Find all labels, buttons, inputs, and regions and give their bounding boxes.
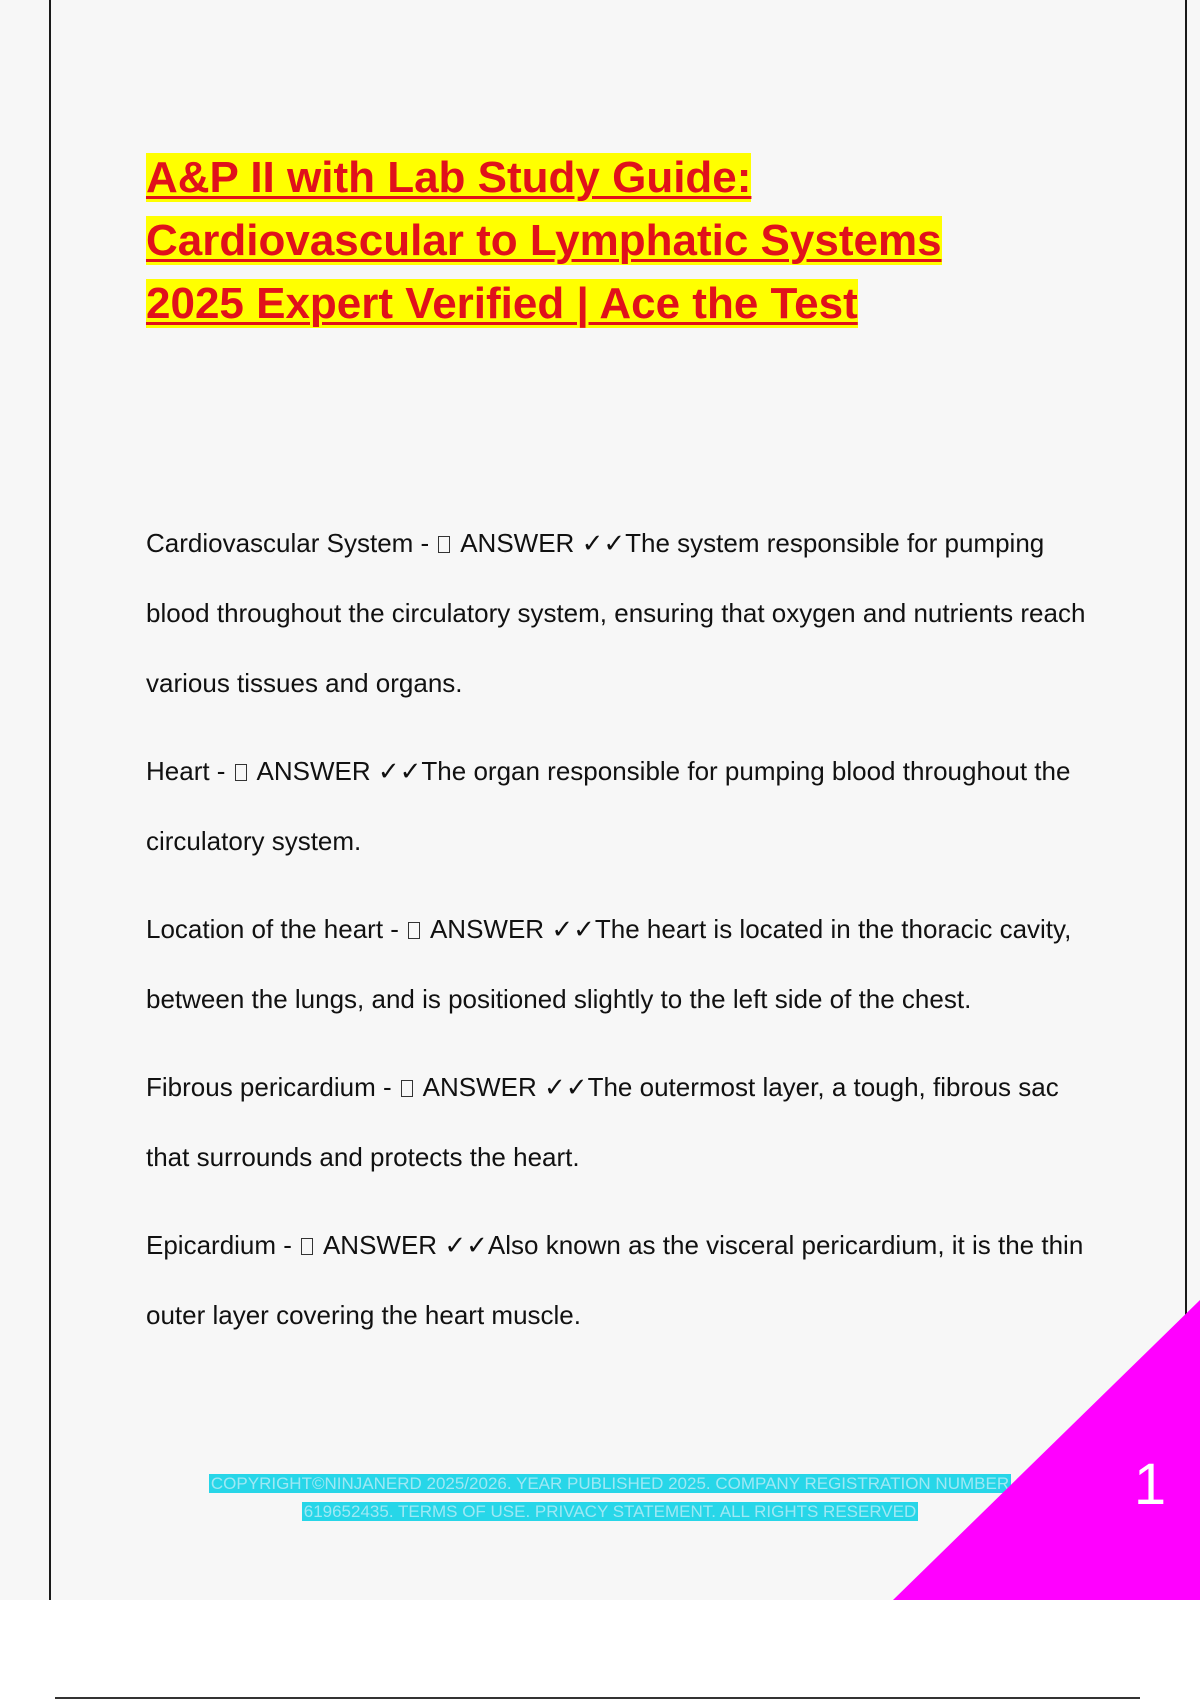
answer-label: ANSWER [422,1072,537,1102]
box-glyph-icon [401,1080,413,1097]
checkmark-icon: ✓✓ [377,756,422,786]
entry-term: Location of the heart [146,914,384,944]
title-line: Cardiovascular to Lymphatic Systems [146,216,942,265]
checkmark-icon: ✓✓ [544,1072,588,1102]
answer-label: ANSWER [322,1230,438,1260]
answer-label: ANSWER [460,528,575,558]
qa-entry-list [146,508,1106,1368]
entry-term: Heart [146,756,210,786]
qa-entry: Location of the heart - ANSWER ✓✓The heart is located in the thoracic cavity, between the lungs, and is positioned slightly to the left side of the chest. [146,914,1072,1014]
checkmark-icon: ✓✓ [551,914,595,944]
checkmark-icon: ✓✓ [444,1230,488,1260]
entry-definition: The organ responsible for pumping blood throughout the circulatory system. [146,756,1071,856]
page-border-left [49,0,51,1600]
copyright-line: 619652435. TERMS OF USE. PRIVACY STATEMENT. ALL RIGHTS RESERVED [303,1502,917,1521]
entry-definition: The system responsible for pumping blood throughout the circulatory system, ensuring that oxygen and nutrients reach various tissues and organs. [146,528,1086,698]
title-line: 2025 Expert Verified | Ace the Test [146,279,858,328]
copyright-footer [170,1470,1050,1526]
qa-entry: Cardiovascular System - ANSWER ✓✓The system responsible for pumping blood throughout the circulatory system, ensuring that oxygen and nutrients reach various tissues and organs. [146,528,1086,698]
entry-term: Fibrous pericardium [146,1072,376,1102]
checkmark-icon: ✓✓ [581,528,626,558]
document-title [146,146,1126,335]
box-glyph-icon [408,922,420,939]
qa-entry: Fibrous pericardium - ANSWER ✓✓The outermost layer, a tough, fibrous sac that surrounds and protects the heart. [146,1072,1059,1172]
qa-entry: Epicardium - ANSWER ✓✓Also known as the visceral pericardium, it is the thin outer layer covering the heart muscle. [146,1230,1084,1330]
entry-definition: The outermost layer, a tough, fibrous sac that surrounds and protects the heart. [146,1072,1059,1172]
answer-label: ANSWER [429,914,545,944]
qa-entry: Heart - ANSWER ✓✓The organ responsible for pumping blood throughout the circulatory system. [146,756,1071,856]
page-number: 1 [1133,1452,1167,1517]
box-glyph-icon [235,764,247,781]
box-glyph-icon [438,536,450,553]
entry-term: Cardiovascular System [146,528,414,558]
copyright-line: COPYRIGHT©NINJANERD 2025/2026. YEAR PUBLISHED 2025. COMPANY REGISTRATION NUMBER [210,1474,1010,1493]
entry-definition: Also known as the visceral pericardium, it is the thin outer layer covering the heart muscle. [146,1230,1084,1330]
entry-definition: The heart is located in the thoracic cavity, between the lungs, and is positioned slightly to the left side of the chest. [146,914,1072,1014]
answer-label: ANSWER [256,756,371,786]
title-line: A&P II with Lab Study Guide: [146,153,752,202]
entry-term: Epicardium [146,1230,277,1260]
bottom-divider [55,1697,1140,1699]
box-glyph-icon [301,1238,313,1255]
